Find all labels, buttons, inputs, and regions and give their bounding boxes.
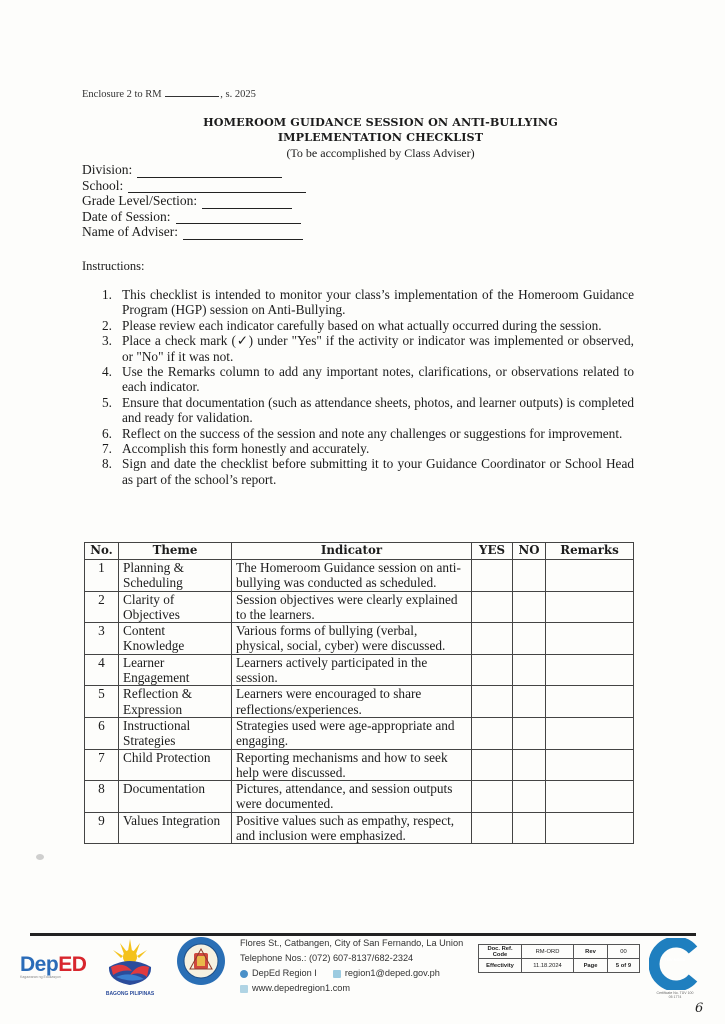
yes-cell[interactable] xyxy=(472,749,513,781)
yes-cell[interactable] xyxy=(472,654,513,686)
date-of-session-label: Date of Session: xyxy=(82,208,171,224)
no-cell[interactable] xyxy=(513,654,546,686)
page-subtitle: (To be accomplished by Class Adviser) xyxy=(286,146,475,160)
row-theme: Reflection & Expression xyxy=(119,686,232,718)
footer-contact xyxy=(240,936,463,996)
row-theme: Values Integration xyxy=(119,812,232,844)
yes-cell[interactable] xyxy=(472,560,513,592)
instructions-list xyxy=(102,287,634,487)
remarks-cell[interactable] xyxy=(546,560,634,592)
instruction-item: 1. This checklist is intended to monitor your class’s implementation of the Homeroom Guidance Program (HGP) session on Anti-Bullying. xyxy=(102,287,634,318)
row-indicator: Positive values such as empathy, respect, and inclusion were emphasized. xyxy=(232,812,472,844)
tuv-iso-9001-icon xyxy=(649,938,701,990)
yes-cell[interactable] xyxy=(472,686,513,718)
bagong-pilipinas-emblem-icon xyxy=(100,937,160,989)
row-theme: Content Knowledge xyxy=(119,623,232,655)
instruction-item: 3. Place a check mark (✓) under "Yes" if the activity or indicator was implemented or observed, or "No" if it was not. xyxy=(102,333,634,364)
header-fields xyxy=(82,162,306,240)
website-link[interactable]: www.depedregion1.com xyxy=(252,983,351,993)
remarks-cell[interactable] xyxy=(546,591,634,623)
row-theme: Clarity of Objectives xyxy=(119,591,232,623)
enclosure-prefix: Enclosure 2 to RM xyxy=(82,89,162,100)
row-indicator: Session objectives were clearly explained to the learners. xyxy=(232,591,472,623)
row-number: 3 xyxy=(85,623,119,655)
email-icon xyxy=(333,970,341,978)
instruction-item: 7. Accomplish this form honestly and accurately. xyxy=(102,441,370,457)
row-theme: Instructional Strategies xyxy=(119,717,232,749)
row-indicator: Learners were encouraged to share reflections/experiences. xyxy=(232,686,472,718)
facebook-link[interactable]: DepEd Region I xyxy=(252,968,317,978)
table-row xyxy=(85,749,634,781)
adviser-name-input[interactable] xyxy=(183,229,303,240)
adviser-name-label: Name of Adviser: xyxy=(82,224,178,239)
remarks-cell[interactable] xyxy=(546,781,634,813)
rev-label: Rev xyxy=(574,945,608,959)
scan-smudge xyxy=(36,854,44,860)
instruction-item: 8. Sign and date the checklist before submitting it to your Guidance Coordinator or School Head as part of the school’s report. xyxy=(102,456,634,487)
school-field xyxy=(82,178,306,194)
row-number: 5 xyxy=(85,686,119,718)
row-number: 4 xyxy=(85,654,119,686)
adviser-name-field xyxy=(82,224,306,240)
bagong-pilipinas-logo: BAGONG PILIPINAS xyxy=(100,937,160,997)
row-number: 7 xyxy=(85,749,119,781)
remarks-cell[interactable] xyxy=(546,749,634,781)
grade-section-input[interactable] xyxy=(202,198,292,209)
row-number: 8 xyxy=(85,781,119,813)
table-row xyxy=(85,623,634,655)
handwritten-page-number: 6 xyxy=(695,1001,704,1016)
no-cell[interactable] xyxy=(513,812,546,844)
table-row xyxy=(85,560,634,592)
email-link[interactable]: region1@deped.gov.ph xyxy=(344,968,440,978)
col-header-theme: Theme xyxy=(119,543,232,560)
checklist-table xyxy=(84,542,634,844)
col-header-no-answer: NO xyxy=(513,543,546,560)
row-theme: Learner Engagement xyxy=(119,654,232,686)
deped-logo: DepED Kagawaran ng Edukasyon xyxy=(20,953,87,979)
no-cell[interactable] xyxy=(513,591,546,623)
table-row xyxy=(85,812,634,844)
yes-cell[interactable] xyxy=(472,781,513,813)
iso-certificate-number: Certificate No. TÜV 100 05 1774 xyxy=(656,991,694,999)
division-input[interactable] xyxy=(137,167,282,178)
telephone: Telephone Nos.: (072) 607-8137/682-2324 xyxy=(240,953,414,963)
row-indicator: Various forms of bullying (verbal, physical, social, cyber) were discussed. xyxy=(232,623,472,655)
deped-region-seal xyxy=(176,936,226,986)
remarks-cell[interactable] xyxy=(546,717,634,749)
globe-icon xyxy=(240,985,248,993)
col-header-yes: YES xyxy=(472,543,513,560)
row-number: 9 xyxy=(85,812,119,844)
row-theme: Documentation xyxy=(119,781,232,813)
no-cell[interactable] xyxy=(513,781,546,813)
instructions-label: Instructions: xyxy=(82,259,145,273)
table-row xyxy=(85,654,634,686)
table-row xyxy=(85,781,634,813)
page-title: HOMEROOM GUIDANCE SESSION ON ANTI-BULLYING xyxy=(203,115,558,129)
division-field xyxy=(82,162,306,178)
effectivity-value: 11.18.2024 xyxy=(522,959,574,973)
row-number: 6 xyxy=(85,717,119,749)
row-indicator: Learners actively participated in the session. xyxy=(232,654,472,686)
school-input[interactable] xyxy=(128,182,306,193)
table-row xyxy=(85,591,634,623)
enclosure-suffix: , s. 2025 xyxy=(220,89,256,100)
instruction-item: 5. Ensure that documentation (such as attendance sheets, photos, and learner outputs) is completed and ready for validation. xyxy=(102,394,634,426)
address: Flores St., Catbangen, City of San Fernando, La Union xyxy=(240,938,464,948)
school-label: School: xyxy=(82,177,124,193)
page-title-line2: IMPLEMENTATION CHECKLIST xyxy=(277,130,484,144)
row-indicator: Strategies used were age-appropriate and engaging. xyxy=(232,717,472,749)
yes-cell[interactable] xyxy=(472,623,513,655)
remarks-cell[interactable] xyxy=(546,686,634,718)
svg-text:TÜV NORD: TÜV NORD xyxy=(664,957,686,962)
col-header-remarks: Remarks xyxy=(546,543,634,560)
rm-number-blank[interactable] xyxy=(165,88,219,97)
yes-cell[interactable] xyxy=(472,717,513,749)
page-label: Page xyxy=(574,959,608,973)
no-cell[interactable] xyxy=(513,717,546,749)
no-cell[interactable] xyxy=(513,749,546,781)
grade-section-field xyxy=(82,193,306,209)
yes-cell[interactable] xyxy=(472,812,513,844)
yes-cell[interactable] xyxy=(472,591,513,623)
facebook-icon xyxy=(240,970,248,978)
row-theme: Planning & Scheduling xyxy=(119,560,232,592)
remarks-cell[interactable] xyxy=(546,623,634,655)
date-of-session-field xyxy=(82,209,306,225)
page-value: 5 of 9 xyxy=(608,959,640,973)
instruction-item: 4. Use the Remarks column to add any important notes, clarifications, or observations related to each indicator. xyxy=(102,364,634,395)
instruction-item: 6. Reflect on the success of the session and note any challenges or suggestions for improvement. xyxy=(102,425,623,441)
row-theme: Child Protection xyxy=(119,749,232,781)
instruction-item: 2. Please review each indicator carefully based on what actually occurred during the session. xyxy=(102,317,602,333)
no-cell[interactable] xyxy=(513,623,546,655)
enclosure-line xyxy=(82,88,256,100)
row-number: 2 xyxy=(85,591,119,623)
effectivity-label: Effectivity xyxy=(479,959,522,973)
rev-value: 00 xyxy=(608,945,640,959)
doc-ref-code-value: RM-ORD xyxy=(522,945,574,959)
doc-ref-code-label: Doc. Ref. Code xyxy=(479,945,522,959)
doc-ref-table xyxy=(478,944,640,973)
date-of-session-input[interactable] xyxy=(176,213,301,224)
iso-badge xyxy=(649,938,701,990)
division-label: Division: xyxy=(82,162,133,177)
remarks-cell[interactable] xyxy=(546,654,634,686)
col-header-no: No. xyxy=(85,543,119,560)
grade-section-label: Grade Level/Section: xyxy=(82,193,198,208)
table-header-row xyxy=(85,543,634,560)
row-indicator: Pictures, attendance, and session outputs were documented. xyxy=(232,781,472,813)
table-row xyxy=(85,686,634,718)
no-cell[interactable] xyxy=(513,560,546,592)
row-indicator: The Homeroom Guidance session on anti-bullying was conducted as scheduled. xyxy=(232,560,472,592)
row-indicator: Reporting mechanisms and how to seek help were discussed. xyxy=(232,749,472,781)
remarks-cell[interactable] xyxy=(546,812,634,844)
col-header-indicator: Indicator xyxy=(232,543,472,560)
row-number: 1 xyxy=(85,560,119,592)
table-row xyxy=(85,717,634,749)
deped-seal-icon xyxy=(176,936,226,986)
no-cell[interactable] xyxy=(513,686,546,718)
